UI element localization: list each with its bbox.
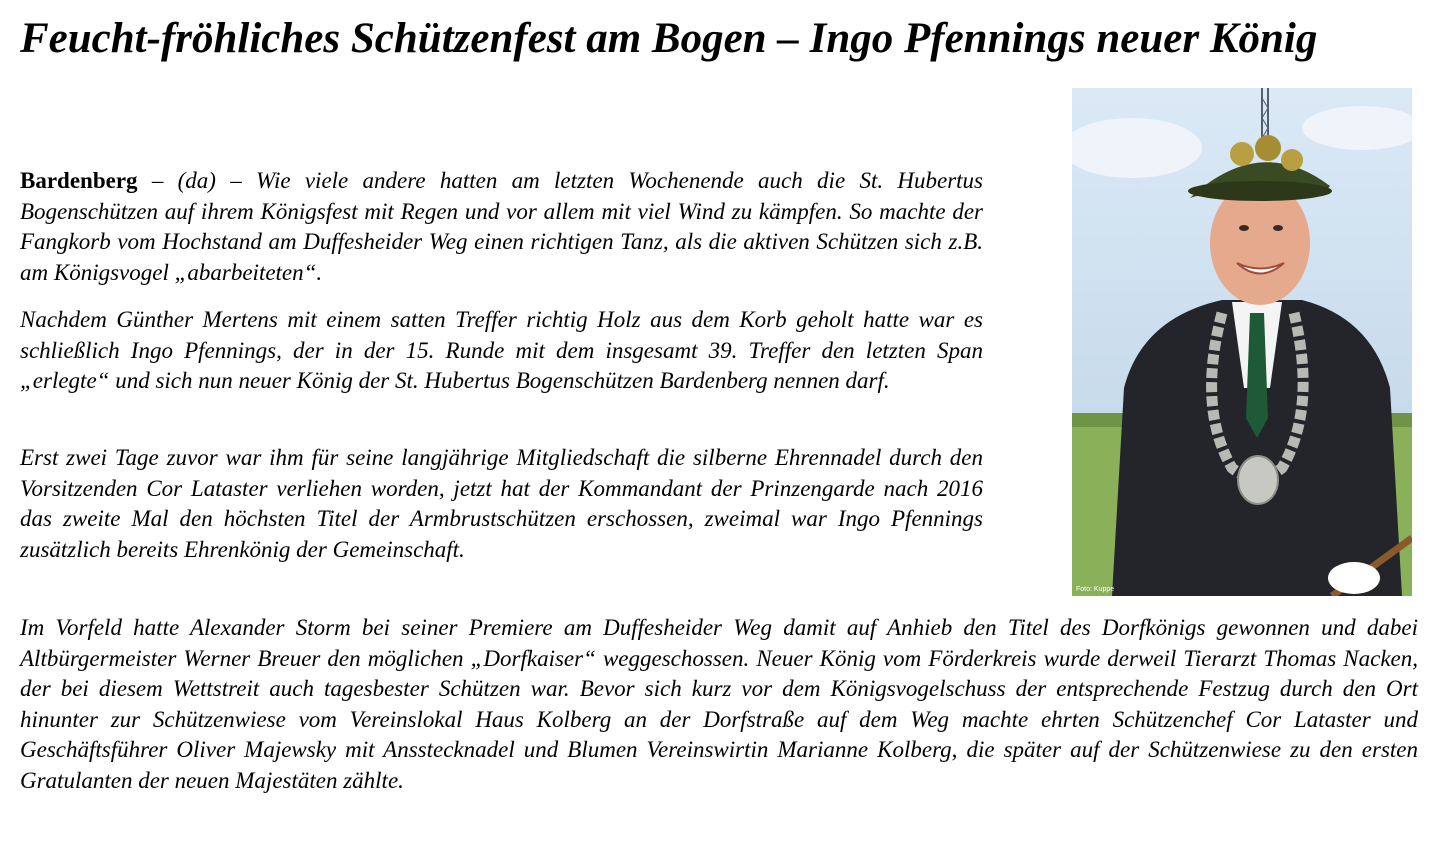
article-headline: Feucht-fröhliches Schützenfest am Bogen – Ingo Pfennings neuer König (20, 15, 1318, 62)
article-paragraph-4: Im Vorfeld hatte Alexander Storm bei seiner Premiere am Duffesheider Weg damit auf Anhieb den Titel des Dorfkönigs gewonnen und dabei Altbürgermeister Werner Breuer den möglichen „Dorfkaiser“ weggeschossen. Neuer König vom Förderkreis wurde derweil Tierarzt Thomas Nacken, der bei diesem Wettstreit auch tagesbester Schützen war. Bevor sich kurz vor dem Königsvogelschuss der entsprechende Festzug durch den Ort hinunter zur Schützenwiese vom Vereinslokal Haus Kolberg an der Dorfstraße auf dem Weg machte ehrten Schützenchef Cor Lataster und Geschäftsführer Oliver Majewsky mit Ansstecknadel und Blumen Vereinswirtin Marianne Kolberg, die später auf der Schützenwiese zu den ersten Gratulanten der neuen Majestäten zählte. (20, 615, 1418, 793)
article-dateline: Bardenberg (20, 168, 138, 193)
article-paragraph-2: Nachdem Günther Mertens mit einem satten Treffer richtig Holz aus dem Korb geholt hatte war es schließlich Ingo Pfennings, der in der 15. Runde mit dem insgesamt 39. Treffer den letzten Span „erlegte“ und sich nun neuer König der St. Hubertus Bogenschützen Bardenberg nennen darf. (20, 307, 983, 393)
article-paragraph-3: Erst zwei Tage zuvor war ihm für seine langjährige Mitgliedschaft die silberne Ehrennadel durch den Vorsitzenden Cor Lataster verliehen worden, jetzt hat der Kommandant der Prinzengarde nach 2016 das zweite Mal den höchsten Titel der Armbrustschützen erschossen, zweimal war Ingo Pfennings zusätzlich bereits Ehrenkönig der Gemeinschaft. (20, 445, 983, 562)
article-paragraph-1 (20, 166, 983, 288)
article-photo (1072, 88, 1412, 596)
article-paragraph-1-text: – (da) – Wie viele andere hatten am letzten Wochenende auch die St. Hubertus Bogenschützen auf ihrem Königsfest mit Regen und vor allem mit viel Wind zu kämpfen. So machte der Fangkorb vom Hochstand am Duffesheider Weg einen richtigen Tanz, als die aktiven Schützen sich z.B. am Königsvogel „abarbeiteten“. (20, 168, 983, 285)
king-portrait-illustration (1072, 88, 1412, 596)
photo-credit: Foto: Kuppe (1076, 586, 1115, 593)
